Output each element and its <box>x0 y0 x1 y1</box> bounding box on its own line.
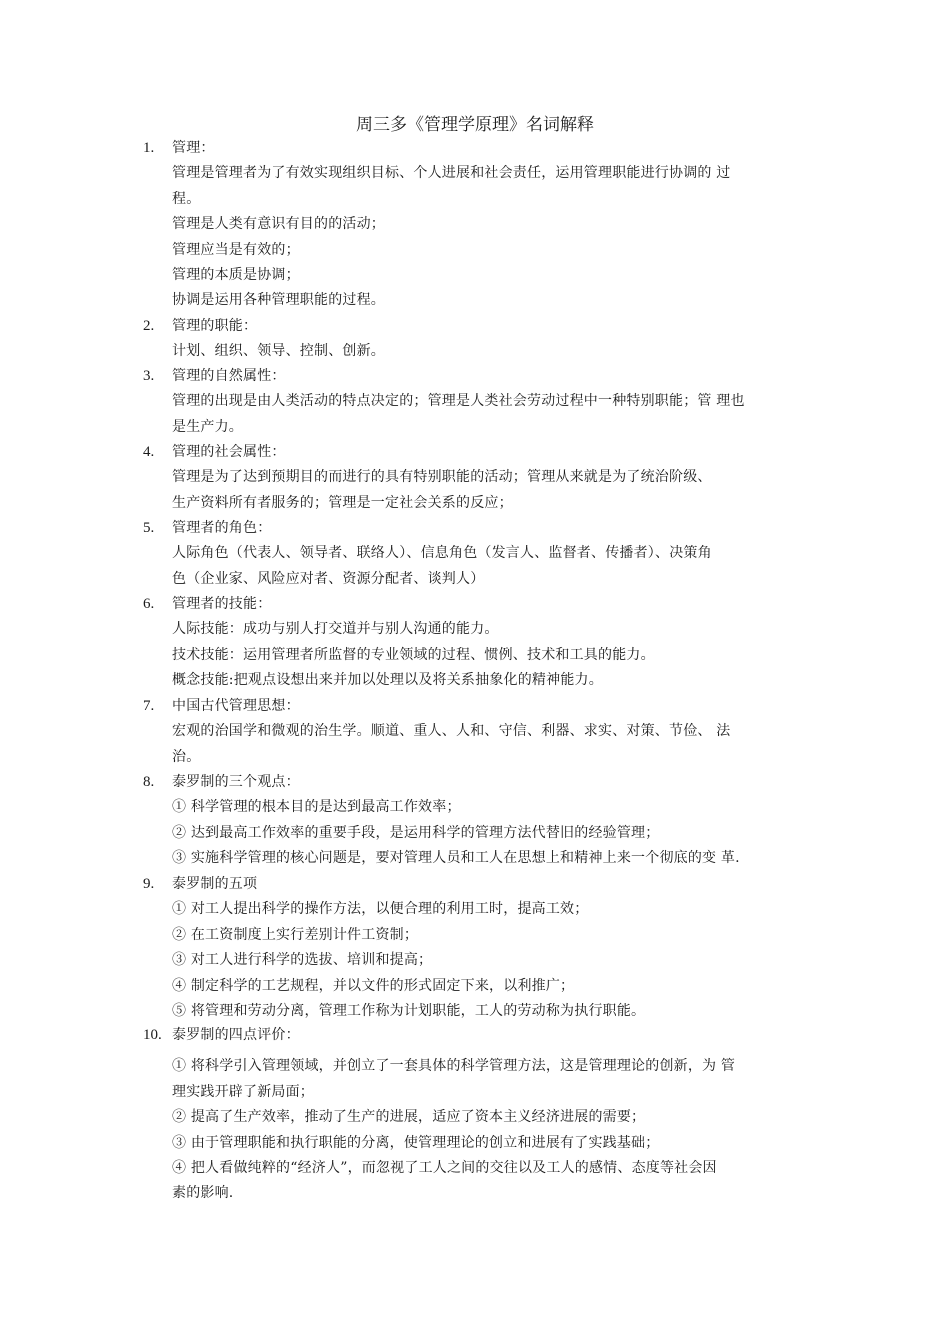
item-number: 5. <box>143 520 155 536</box>
term-definition-line: 管理应当是有效的； <box>172 241 300 258</box>
term-definition-line: 协调是运用各种管理职能的过程。 <box>172 292 385 309</box>
term-heading: 管理者的技能： <box>172 596 272 612</box>
term-definition-line: ① 将科学引入管理领域，并创立了一套具体的科学管理方法，这是管理理论的创新，为 管 <box>172 1058 736 1075</box>
term-heading: 泰罗制的五项 <box>172 876 258 892</box>
item-number: 6. <box>143 596 155 612</box>
term-definition-line: 色（企业家、风险应对者、资源分配者、谈判人） <box>172 570 485 587</box>
item-number: 8. <box>143 774 155 790</box>
item-number: 2. <box>143 318 155 334</box>
term-heading: 泰罗制的四点评价： <box>172 1027 300 1043</box>
document-title: 周三多《管理学原理》名词解释 <box>356 115 594 135</box>
term-heading: 泰罗制的三个观点： <box>172 774 300 790</box>
term-definition-line: 人际技能：成功与别人打交道并与别人沟通的能力。 <box>172 621 499 638</box>
term-definition-line: ④ 制定科学的工艺规程，并以文件的形式固定下来，以利推广； <box>172 977 575 994</box>
term-definition-line: 素的影响. <box>172 1185 234 1202</box>
term-definition-line: 治。 <box>172 748 201 765</box>
term-definition-line: 人际角色（代表人、领导者、联络人）、信息角色（发言人、监督者、传播者）、决策角 <box>172 545 712 562</box>
item-number: 9. <box>143 876 155 892</box>
term-heading: 管理的自然属性： <box>172 368 286 384</box>
term-heading: 管理的社会属性： <box>172 444 286 460</box>
term-definition-line: 管理是管理者为了有效实现组织目标、个人进展和社会责任，运用管理职能进行协调的 过 <box>172 165 731 182</box>
term-definition-line: ① 对工人提出科学的操作方法，以便合理的利用工时，提高工效； <box>172 901 589 918</box>
term-definition-line: 管理是为了达到预期目的而进行的具有特别职能的活动；管理从来就是为了统治阶级、 <box>172 469 712 486</box>
term-definition-line: ② 在工资制度上实行差别计件工资制； <box>172 926 419 943</box>
term-definition-line: ② 达到最高工作效率的重要手段，是运用科学的管理方法代替旧的经验管理； <box>172 824 660 841</box>
item-number: 7. <box>143 698 155 714</box>
item-number: 1. <box>143 140 155 156</box>
term-definition-line: ④ 把人看做纯粹的“经济人”，而忽视了工人之间的交往以及工人的感情、态度等社会因 <box>172 1160 717 1176</box>
term-definition-line: 技术技能：运用管理者所监督的专业领域的过程、惯例、技术和工具的能力。 <box>172 646 655 663</box>
term-definition-line: 程。 <box>172 190 201 207</box>
term-definition-line: ③ 由于管理职能和执行职能的分离，使管理理论的创立和进展有了实践基础； <box>172 1134 660 1151</box>
item-number: 3. <box>143 368 155 384</box>
term-definition-line: ③ 实施科学管理的核心问题是，要对管理人员和工人在思想上和精神上来一个彻底的变 革. <box>172 850 740 867</box>
item-number: 4. <box>143 444 155 460</box>
term-definition-line: 管理的出现是由人类活动的特点决定的；管理是人类社会劳动过程中一种特别职能；管 理也 <box>172 393 745 410</box>
term-definition-line: 是生产力。 <box>172 418 243 435</box>
term-definition-line: 管理的本质是协调； <box>172 267 300 283</box>
term-heading: 中国古代管理思想： <box>172 698 300 714</box>
term-definition-line: 宏观的治国学和微观的治生学。顺道、重人、人和、守信、利器、求实、对策、节俭、 法 <box>172 723 731 740</box>
term-heading: 管理者的角色： <box>172 520 272 536</box>
term-heading: 管理的职能： <box>172 318 258 334</box>
term-heading: 管理： <box>172 140 215 156</box>
term-definition-line: 生产资料所有者服务的；管理是一定社会关系的反应； <box>172 494 513 511</box>
term-definition-line: 概念技能:把观点设想出来并加以处理以及将关系抽象化的精神能力。 <box>172 672 603 689</box>
term-definition-line: 管理是人类有意识有目的的活动； <box>172 216 385 233</box>
term-definition-line: 计划、组织、领导、控制、创新。 <box>172 343 385 360</box>
term-definition-line: ② 提高了生产效率，推动了生产的进展，适应了资本主义经济进展的需要； <box>172 1109 646 1126</box>
item-number: 10. <box>143 1027 162 1043</box>
term-definition-line: 理实践开辟了新局面； <box>172 1083 314 1100</box>
term-definition-line: ⑤ 将管理和劳动分离，管理工作称为计划职能，工人的劳动称为执行职能。 <box>172 1003 646 1019</box>
term-definition-line: ③ 对工人进行科学的选拔、培训和提高； <box>172 952 433 969</box>
term-definition-line: ① 科学管理的根本目的是达到最高工作效率； <box>172 799 461 816</box>
